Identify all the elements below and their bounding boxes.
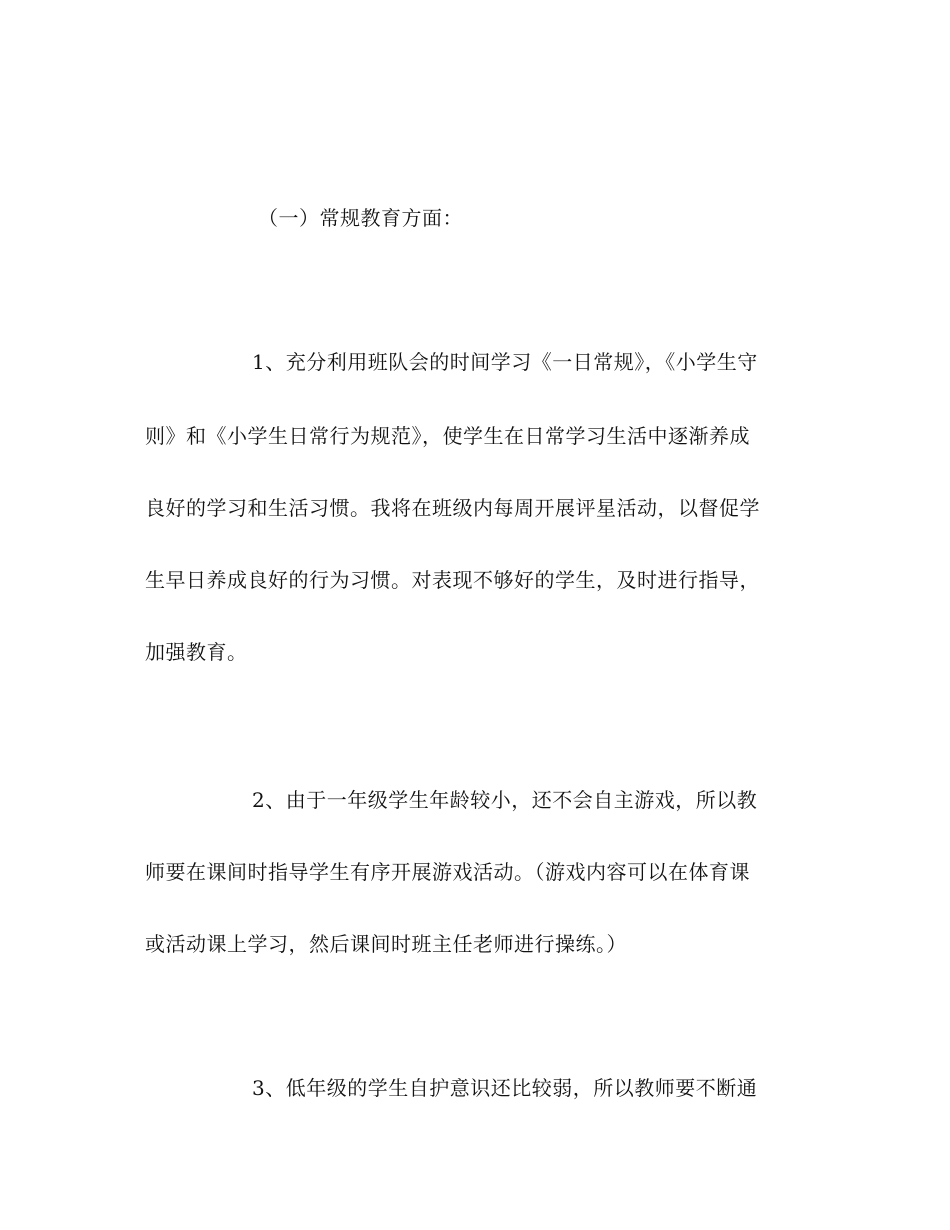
- paragraph-line: 则》和《小学生日常行为规范》，使学生在日常学习生活中逐渐养成: [145, 424, 750, 448]
- paragraph-line: 师要在课间时指导学生有序开展游戏活动。（游戏内容可以在体育课: [145, 860, 750, 884]
- paragraph-line: 生早日养成良好的行为习惯。对表现不够好的学生，及时进行指导，: [145, 568, 760, 592]
- paragraph-line: 加强教育。: [145, 640, 248, 664]
- paragraph-line: 3、低年级的学生自护意识还比较弱，所以教师要不断通: [252, 1076, 758, 1100]
- paragraph-line: 或活动课上学习，然后课间时班主任老师进行操练。）: [145, 932, 627, 956]
- paragraph-line: 良好的学习和生活习惯。我将在班级内每周开展评星活动，以督促学: [145, 496, 760, 520]
- section-heading: （一）常规教育方面：: [258, 206, 463, 230]
- paragraph-line: 1、充分利用班队会的时间学习《一日常规》，《小学生守: [252, 350, 758, 374]
- paragraph-line: 2、由于一年级学生年龄较小，还不会自主游戏，所以教: [252, 788, 758, 812]
